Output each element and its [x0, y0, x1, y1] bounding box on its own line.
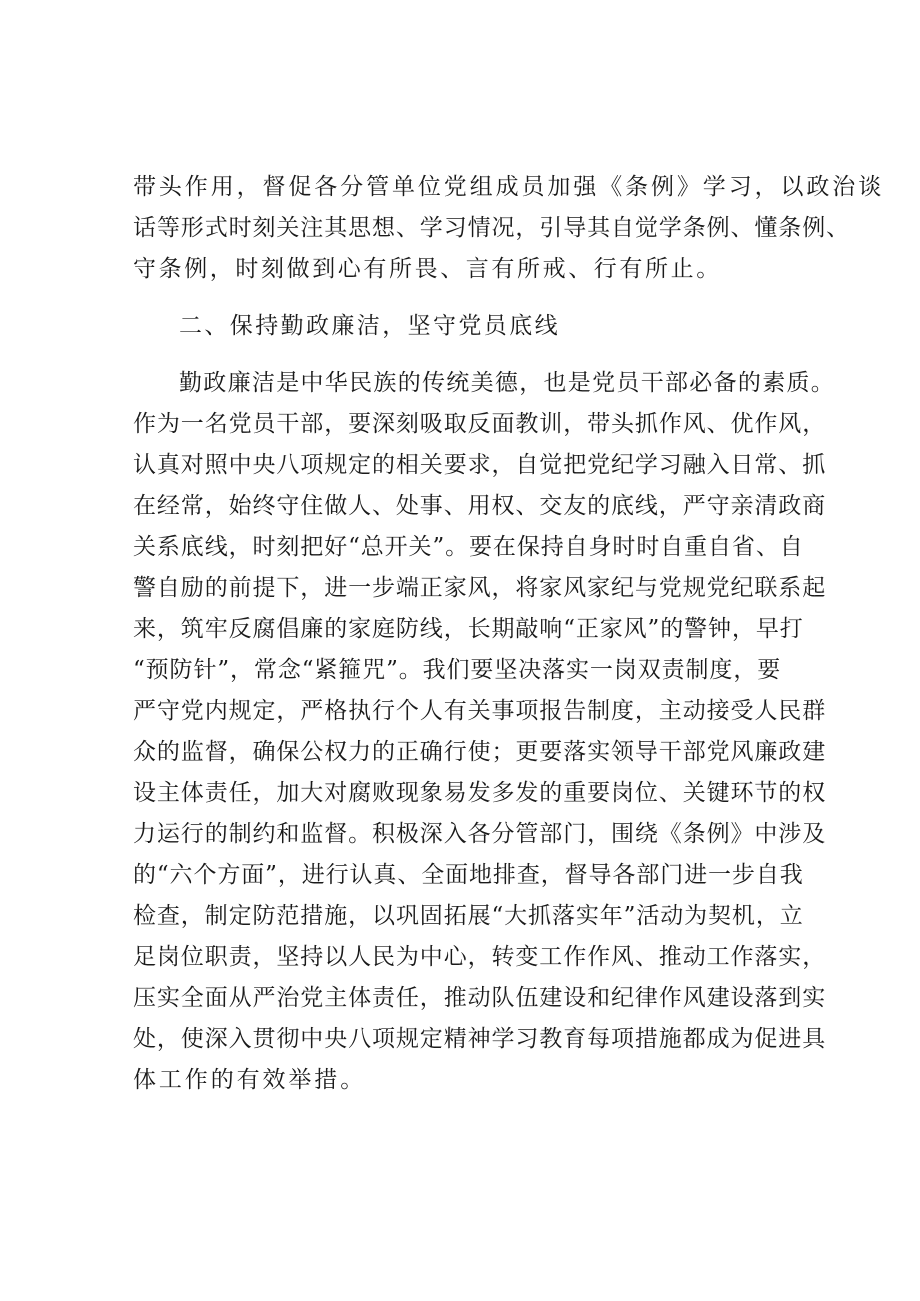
text-line: 话等形式时刻关注其思想、学习情况，引导其自觉学条例、懂条例、 — [133, 215, 850, 241]
continuation-paragraph — [133, 167, 885, 290]
text-line: 严守党内规定，严格执行个人有关事项报告制度，主动接受人民群 — [133, 698, 827, 724]
text-line: 认真对照中央八项规定的相关要求，自觉把党纪学习融入日常、抓 — [133, 452, 827, 478]
text-line: 守条例，时刻做到心有所畏、言有所戒、行有所止。 — [133, 256, 722, 282]
text-line: 足岗位职责，坚持以人民为中心，转变工作作风、推动工作落实， — [133, 944, 827, 970]
text-line: 勤政廉洁是中华民族的传统美德，也是党员干部必备的素质。 — [179, 370, 836, 396]
text-line: 体工作的有效举措。 — [133, 1067, 367, 1093]
text-line: 来，筑牢反腐倡廉的家庭防线，长期敲响“正家风”的警钟，早打 — [133, 616, 804, 642]
text-line: 关系底线，时刻把好“总开关”。要在保持自身时时自重自省、自 — [133, 534, 804, 560]
text-line: “预防针”，常念“紧箍咒”。我们要坚决落实一岗双责制度，要 — [133, 657, 782, 683]
text-line: 的“六个方面”，进行认真、全面地排查，督导各部门进一步自我 — [133, 862, 804, 888]
text-line: 检查，制定防范措施，以巩固拓展“大抓落实年”活动为契机，立 — [133, 903, 804, 929]
text-line: 力运行的制约和监督。积极深入各分管部门，围绕《条例》中涉及 — [133, 821, 827, 847]
heading-text: 二、保持勤政廉洁，坚守党员底线 — [179, 313, 560, 339]
document-body — [133, 167, 885, 1101]
body-paragraph — [133, 363, 836, 1101]
text-line: 作为一名党员干部，要深刻吸取反面教训，带头抓作风、优作风， — [133, 411, 827, 437]
text-line: 带头作用，督促各分管单位党组成员加强《条例》学习，以政治谈 — [133, 174, 885, 200]
text-line: 警自励的前提下，进一步端正家风，将家风家纪与党规党纪联系起 — [133, 575, 827, 601]
text-line: 处，使深入贯彻中央八项规定精神学习教育每项措施都成为促进具 — [133, 1026, 827, 1052]
text-line: 设主体责任，加大对腐败现象易发多发的重要岗位、关键环节的权 — [133, 780, 827, 806]
text-line: 众的监督，确保公权力的正确行使；更要落实领导干部党风廉政建 — [133, 739, 827, 765]
text-line: 在经常，始终守住做人、处事、用权、交友的底线，严守亲清政商 — [133, 493, 827, 519]
text-line: 压实全面从严治党主体责任，推动队伍建设和纪律作风建设落到实 — [133, 985, 827, 1011]
section-heading — [133, 306, 799, 347]
